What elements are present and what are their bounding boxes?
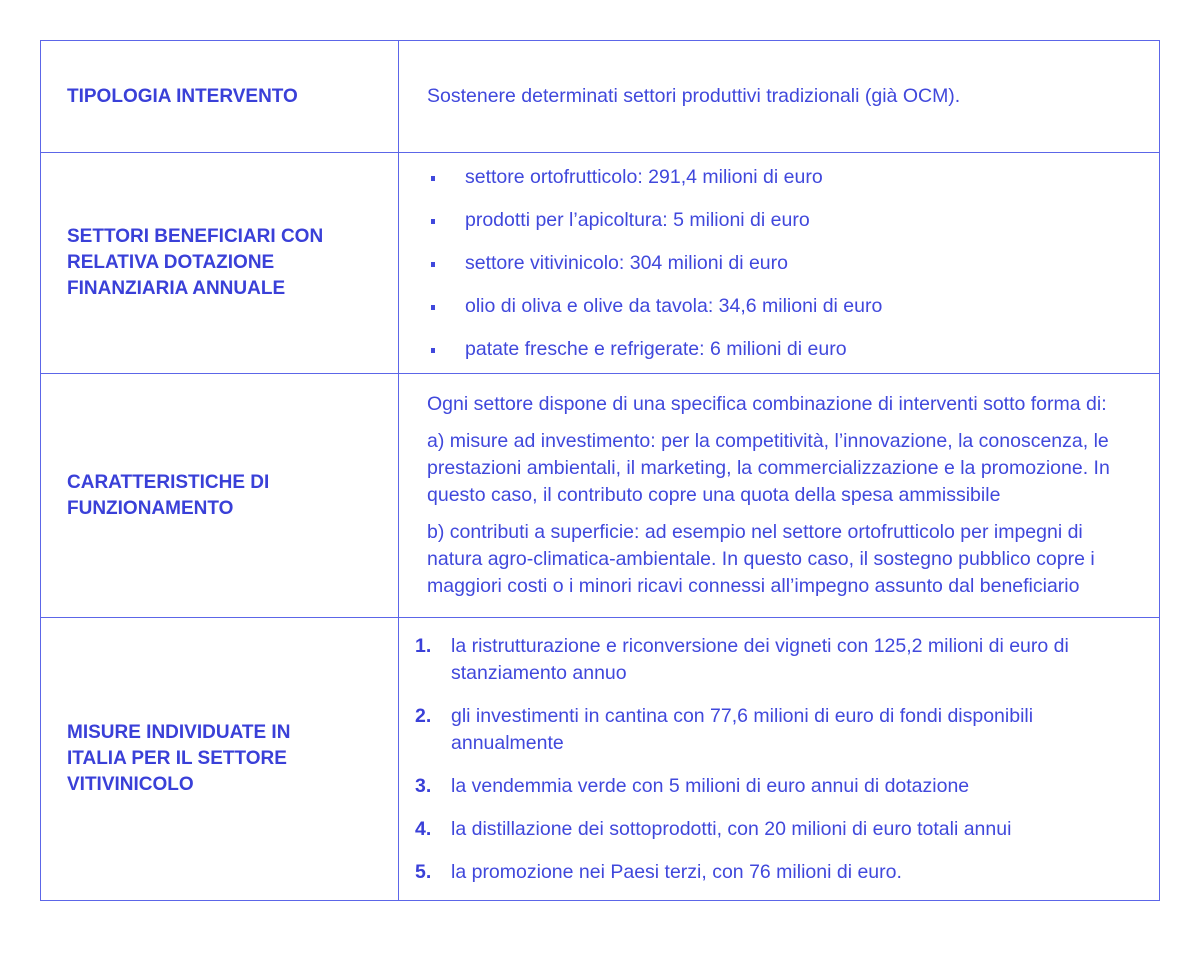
list-item-text: settore vitivinicolo: 304 milioni di euro xyxy=(465,251,788,274)
row-label-line: VITIVINICOLO xyxy=(67,774,194,795)
measures-list xyxy=(415,633,1143,886)
row-label-line: FUNZIONAMENTO xyxy=(67,497,234,519)
paragraph: Ogni settore dispone di una specifica combinazione di interventi sotto forma di: xyxy=(427,393,1107,415)
bullet-icon xyxy=(431,219,435,224)
table-row-settori xyxy=(41,153,1160,374)
row-content-text: Sostenere determinati settori produttivi tradizionali (già OCM). xyxy=(427,85,961,107)
list-number: 4. xyxy=(415,817,432,840)
row-label xyxy=(41,374,399,618)
list-number: 2. xyxy=(415,704,432,727)
list-item xyxy=(415,633,1143,687)
list-item-text: la distillazione dei sottoprodotti, con 20 milioni di euro totali annui xyxy=(451,817,1012,840)
bullet-icon xyxy=(431,305,435,310)
list-item xyxy=(429,250,1143,277)
paragraph: a) misure ad investimento: per la competitività, l’innovazione, la conoscenza, le prestazioni ambientali, il marketing, la commercializzazione e la promozione. In questo caso, il contributo copre una quota della spesa ammissibile xyxy=(427,430,1110,506)
row-content xyxy=(399,618,1160,901)
row-content xyxy=(399,153,1160,374)
list-item xyxy=(415,816,1143,843)
sector-list xyxy=(429,164,1143,363)
table-row-misure xyxy=(41,618,1160,901)
table-row-caratteristiche xyxy=(41,374,1160,618)
row-label-line: SETTORI BENEFICIARI CON xyxy=(67,226,324,247)
list-item-text: prodotti per l’apicoltura: 5 milioni di euro xyxy=(465,208,810,231)
list-item xyxy=(415,859,1143,886)
table-row-tipologia xyxy=(41,41,1160,153)
list-item xyxy=(429,336,1143,363)
list-item-text: patate fresche e refrigerate: 6 milioni di euro xyxy=(465,337,847,360)
row-label-line: CARATTERISTICHE DI xyxy=(67,471,270,493)
bullet-icon xyxy=(431,176,435,181)
list-item xyxy=(415,773,1143,800)
bullet-icon xyxy=(431,262,435,267)
list-item-text: la vendemmia verde con 5 milioni di euro annui di dotazione xyxy=(451,774,970,797)
bullet-icon xyxy=(431,348,435,353)
row-label-text: TIPOLOGIA INTERVENTO xyxy=(67,85,298,107)
row-label xyxy=(41,153,399,374)
row-label-line: RELATIVA DOTAZIONE xyxy=(67,252,275,273)
info-table xyxy=(40,40,1160,901)
paragraph: b) contributi a superficie: ad esempio nel settore ortofrutticolo per impegni di natura agro-climatica-ambientale. In questo caso, il sostegno pubblico copre i maggiori costi o i minori ricavi connessi all’impegno assunto dal beneficiario xyxy=(427,521,1095,597)
list-item xyxy=(429,164,1143,191)
row-content xyxy=(399,374,1160,618)
list-item-text: olio di oliva e olive da tavola: 34,6 milioni di euro xyxy=(465,294,883,317)
list-item xyxy=(415,703,1143,757)
list-item-text: gli investimenti in cantina con 77,6 milioni di euro di fondi disponibili annualmente xyxy=(451,704,1034,754)
row-label-line: FINANZIARIA ANNUALE xyxy=(67,278,286,299)
list-number: 5. xyxy=(415,860,432,883)
row-label xyxy=(41,41,399,153)
row-label xyxy=(41,618,399,901)
list-item xyxy=(429,207,1143,234)
list-item-text: la ristrutturazione e riconversione dei vigneti con 125,2 milioni di euro di stanziamento annuo xyxy=(451,634,1069,684)
list-number: 3. xyxy=(415,774,432,797)
list-number: 1. xyxy=(415,634,432,657)
row-label-line: MISURE INDIVIDUATE IN xyxy=(67,722,291,743)
list-item-text: settore ortofrutticolo: 291,4 milioni di euro xyxy=(465,165,823,188)
list-item-text: la promozione nei Paesi terzi, con 76 milioni di euro. xyxy=(451,860,902,883)
row-content xyxy=(399,41,1160,153)
row-label-line: ITALIA PER IL SETTORE xyxy=(67,748,287,769)
list-item xyxy=(429,293,1143,320)
